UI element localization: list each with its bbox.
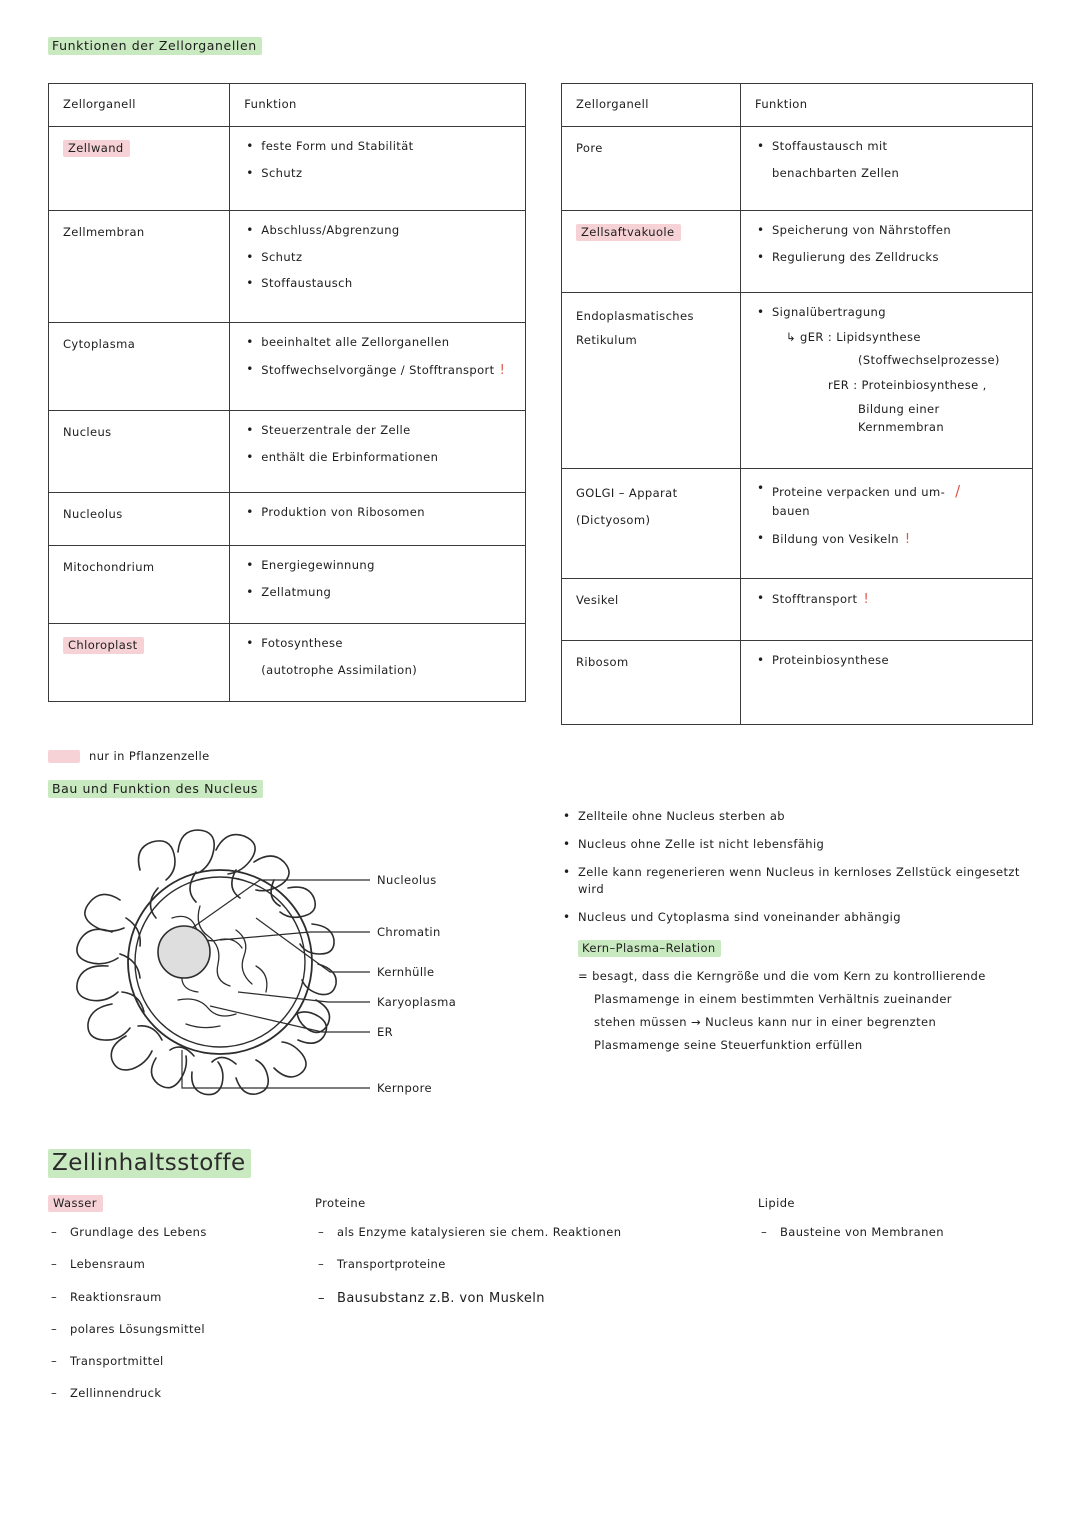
list-item: (autotrophe Assimilation) bbox=[261, 662, 418, 677]
list-item: • Energiegewinnung bbox=[244, 557, 515, 575]
organelle-zellsaftvakuole: Zellsaftvakuole bbox=[576, 224, 681, 241]
diagram-label-chromatin: Chromatin bbox=[377, 925, 441, 939]
nucleus-diagram bbox=[60, 810, 530, 1130]
table-row bbox=[562, 126, 1033, 210]
exclamation-mark-icon: ! bbox=[499, 362, 506, 378]
heading-funktionen-text: Funktionen der Zellorganellen bbox=[48, 37, 262, 55]
table-header-row bbox=[562, 84, 1033, 127]
col-header-function: Funktion bbox=[740, 84, 1032, 127]
exclamation-mark-icon: ! bbox=[863, 591, 870, 607]
cell-organelle-name: Pore bbox=[562, 126, 741, 210]
table-row bbox=[49, 492, 526, 545]
list-item: • Bildung von Vesikeln ! bbox=[755, 530, 1022, 550]
er-sub-rer: rER : Proteinbiosynthese , bbox=[827, 378, 987, 393]
table-row bbox=[562, 640, 1033, 724]
cell-organelle-function bbox=[740, 126, 1032, 210]
table-row bbox=[562, 468, 1033, 578]
table-row bbox=[562, 292, 1033, 468]
list-item: • beeinhaltet alle Zellorganellen bbox=[244, 334, 515, 352]
table-organelles-left bbox=[48, 83, 526, 702]
list-item: – Bausubstanz z.B. von Muskeln bbox=[315, 1289, 621, 1309]
diagram-label-karyoplasma: Karyoplasma bbox=[377, 995, 457, 1009]
table-row bbox=[49, 623, 526, 701]
kpr-line-3: stehen müssen → Nucleus kann nur in einer begrenzten bbox=[594, 1015, 937, 1030]
kpr-line-1: = besagt, dass die Kerngröße und die vom Kern zu kontrollierende bbox=[578, 969, 986, 984]
list-item: – polares Lösungsmittel bbox=[48, 1321, 207, 1338]
table-organelles-right bbox=[561, 83, 1033, 725]
legend bbox=[48, 749, 210, 763]
er-sub-kernmembran: Bildung einer Kernmembran bbox=[857, 402, 945, 434]
table-row bbox=[562, 578, 1033, 640]
list-item: • Zelle kann regenerieren wenn Nucleus in kernloses Zellstück eingesetzt wird bbox=[561, 864, 1041, 900]
organelle-zellwand: Zellwand bbox=[63, 140, 130, 157]
list-item: • Proteine verpacken und um- / bauen bbox=[755, 480, 1022, 521]
cell-organelle-name bbox=[49, 126, 230, 210]
kpr-line-2: Plasmamenge in einem bestimmten Verhältnis zueinander bbox=[594, 992, 952, 1007]
legend-swatch-pink bbox=[48, 750, 80, 763]
cell-organelle-function bbox=[740, 640, 1032, 724]
list-item: benachbarten Zellen bbox=[771, 165, 900, 180]
list-item: • Stoffwechselvorgänge / Stofftransport ! bbox=[244, 361, 515, 381]
cell-organelle-name: Nucleolus bbox=[49, 492, 230, 545]
column-title-lipide: Lipide bbox=[758, 1196, 795, 1210]
er-sub-stoffwechsel: (Stoffwechselprozesse) bbox=[857, 353, 1000, 368]
diagram-label-kernpore: Kernpore bbox=[377, 1081, 432, 1095]
list-item: – Zellinnendruck bbox=[48, 1385, 207, 1402]
diagram-label-nucleolus: Nucleolus bbox=[377, 873, 437, 887]
list-item: • Stoffaustausch bbox=[244, 275, 515, 293]
cell-organelle-name: Vesikel bbox=[562, 578, 741, 640]
table-row bbox=[49, 322, 526, 410]
list-item: • Speicherung von Nährstoffen bbox=[755, 222, 1022, 240]
cell-organelle-function bbox=[740, 468, 1032, 578]
list-item: – Lebensraum bbox=[48, 1256, 207, 1273]
cell-organelle-name bbox=[562, 210, 741, 292]
list-item: • Proteinbiosynthese bbox=[755, 652, 1022, 670]
cell-organelle-name: Zellmembran bbox=[49, 210, 230, 322]
list-item: • Signalübertragung ↳ gER : Lipidsynthese (Stoffwechselprozesse) rER : Proteinbiosynthese , Bildung einer Kernmembran bbox=[755, 304, 1022, 437]
table-header-row bbox=[49, 84, 526, 127]
column-title-wasser-text: Wasser bbox=[48, 1195, 103, 1212]
list-item: • Schutz bbox=[244, 165, 515, 183]
cell-organelle-name: Nucleus bbox=[49, 410, 230, 492]
col-header-organelle: Zellorganell bbox=[562, 84, 741, 127]
list-item: – Transportmittel bbox=[48, 1353, 207, 1370]
nucleus-diagram-svg bbox=[60, 810, 530, 1130]
list-item: • Nucleus ohne Zelle ist nicht lebensfähig bbox=[561, 836, 1041, 854]
kern-plasma-relation-text: Kern–Plasma–Relation bbox=[578, 940, 721, 957]
section-heading-zellinhaltsstoffe bbox=[48, 1150, 251, 1176]
diagram-label-kernhuelle: Kernhülle bbox=[377, 965, 435, 979]
er-sub-ger: ↳ gER : Lipidsynthese bbox=[785, 329, 921, 344]
exclamation-mark-icon: ! bbox=[904, 531, 911, 547]
nucleolus-shape bbox=[158, 926, 210, 978]
list-item: • Nucleus und Cytoplasma sind voneinander abhängig bbox=[561, 909, 1041, 927]
list-item: • Fotosynthese bbox=[244, 635, 515, 653]
list-item: • Regulierung des Zelldrucks bbox=[755, 249, 1022, 267]
cell-organelle-name bbox=[49, 623, 230, 701]
kern-plasma-relation-heading bbox=[578, 937, 1041, 959]
slash-mark-icon: / bbox=[955, 481, 961, 500]
list-item: • enthält die Erbinformationen bbox=[244, 449, 515, 467]
col-header-organelle: Zellorganell bbox=[49, 84, 230, 127]
cell-organelle-function bbox=[230, 126, 526, 210]
cell-organelle-name bbox=[562, 468, 741, 578]
cell-organelle-function bbox=[230, 492, 526, 545]
cell-organelle-name: Mitochondrium bbox=[49, 545, 230, 623]
organelle-golgi: GOLGI – Apparat (Dictyosom) bbox=[576, 485, 678, 528]
table-row bbox=[562, 210, 1033, 292]
list-item: – Reaktionsraum bbox=[48, 1289, 207, 1306]
list-item: • Zellteile ohne Nucleus sterben ab bbox=[561, 808, 1041, 826]
list-item: • Zellatmung bbox=[244, 584, 515, 602]
cell-organelle-function bbox=[740, 292, 1032, 468]
table-row bbox=[49, 210, 526, 322]
cell-organelle-function bbox=[230, 545, 526, 623]
kpr-line-4: Plasmamenge seine Steuerfunktion erfüllen bbox=[594, 1038, 863, 1053]
list-item: • Produktion von Ribosomen bbox=[244, 504, 515, 522]
organelle-chloroplast: Chloroplast bbox=[63, 637, 144, 654]
column-lipide bbox=[758, 1196, 944, 1256]
list-item: – Bausteine von Membranen bbox=[758, 1224, 944, 1241]
cell-organelle-name: Endoplasmatisches Retikulum bbox=[562, 292, 741, 468]
list-item: • Steuerzentrale der Zelle bbox=[244, 422, 515, 440]
cell-organelle-name: Cytoplasma bbox=[49, 322, 230, 410]
heading-bau-text: Bau und Funktion des Nucleus bbox=[48, 780, 263, 798]
list-item: – Grundlage des Lebens bbox=[48, 1224, 207, 1241]
heading-zellinhaltsstoffe-text: Zellinhaltsstoffe bbox=[48, 1149, 251, 1178]
cell-organelle-function bbox=[230, 210, 526, 322]
diagram-label-er: ER bbox=[377, 1025, 394, 1039]
cell-organelle-function bbox=[230, 410, 526, 492]
column-title-wasser bbox=[48, 1196, 207, 1210]
cell-organelle-function bbox=[230, 322, 526, 410]
table-row bbox=[49, 545, 526, 623]
page-title bbox=[48, 38, 262, 53]
list-item: – als Enzyme katalysieren sie chem. Reaktionen bbox=[315, 1224, 621, 1241]
column-wasser bbox=[48, 1196, 207, 1418]
nucleus-notes bbox=[561, 808, 1041, 1057]
table-row bbox=[49, 126, 526, 210]
section-heading-nucleus bbox=[48, 781, 263, 796]
cell-organelle-function bbox=[230, 623, 526, 701]
list-item: • Stoffaustausch mit bbox=[755, 138, 1022, 156]
column-title-proteine: Proteine bbox=[315, 1196, 366, 1210]
list-item: • Abschluss/Abgrenzung bbox=[244, 222, 515, 240]
list-item: • Schutz bbox=[244, 249, 515, 267]
table-row bbox=[49, 410, 526, 492]
column-proteine bbox=[315, 1196, 621, 1323]
cell-organelle-name: Ribosom bbox=[562, 640, 741, 724]
cell-organelle-function bbox=[740, 210, 1032, 292]
kern-plasma-relation-body bbox=[578, 965, 1041, 1057]
list-item: – Transportproteine bbox=[315, 1256, 621, 1273]
list-item: • Stofftransport ! bbox=[755, 590, 1022, 610]
legend-label: nur in Pflanzenzelle bbox=[89, 749, 210, 763]
list-item: • feste Form und Stabilität bbox=[244, 138, 515, 156]
col-header-function: Funktion bbox=[230, 84, 526, 127]
cell-organelle-function bbox=[740, 578, 1032, 640]
